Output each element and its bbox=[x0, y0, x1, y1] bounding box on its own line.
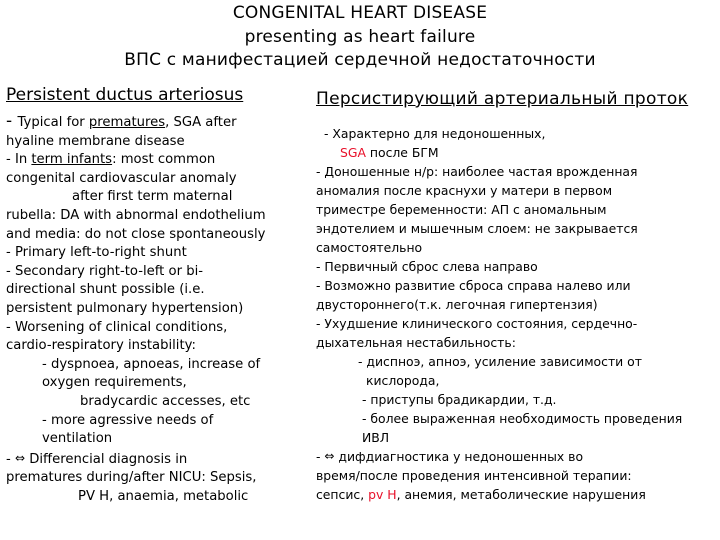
russian-line: - Первичный сброс слева направо bbox=[316, 259, 538, 274]
text-span: Typical for bbox=[17, 115, 89, 130]
prematures-term: prematures bbox=[88, 115, 166, 130]
russian-line: - Ухудшение клинического состояния, сердечно- bbox=[316, 316, 638, 331]
english-column bbox=[6, 84, 306, 506]
russian-line: самостоятельно bbox=[316, 240, 423, 255]
english-line: bradycardic accesses, etc bbox=[80, 393, 251, 409]
russian-line: время/после проведения интенсивной терапии: bbox=[316, 468, 632, 483]
english-line: and media: do not close spontaneously bbox=[6, 226, 266, 242]
text-span: , SGA after bbox=[165, 115, 237, 130]
title-line-1: CONGENITAL HEART DISEASE bbox=[232, 3, 488, 23]
text-span: Differencial diagnosis in bbox=[25, 451, 188, 467]
double-arrow-icon: ⇔ bbox=[14, 450, 26, 465]
title-line-3: ВПС с манифестацией сердечной недостаточности bbox=[124, 50, 596, 70]
text-span: после БГМ bbox=[365, 145, 439, 160]
english-line: cardio-respiratory instability: bbox=[6, 338, 196, 354]
english-line: PV H, anaemia, metabolic bbox=[78, 488, 249, 504]
russian-line: ИВЛ bbox=[362, 430, 390, 445]
russian-line: - более выраженная необходимость проведения bbox=[362, 411, 683, 426]
english-line: hyaline membrane disease bbox=[6, 133, 185, 149]
title-line-2: presenting as heart failure bbox=[244, 27, 476, 47]
english-body bbox=[6, 112, 306, 506]
russian-line: триместре беременности: АП с аномальным bbox=[316, 202, 607, 217]
english-line: - Worsening of clinical conditions, bbox=[6, 319, 228, 335]
russian-line bbox=[316, 485, 716, 504]
text-span: - bbox=[316, 449, 325, 464]
russian-line: - Характерно для недоношенных, bbox=[324, 126, 546, 141]
english-line: rubella: DA with abnormal endothelium bbox=[6, 207, 266, 223]
english-line: - dyspnoea, apnoeas, increase of bbox=[42, 356, 261, 372]
text-span: - In bbox=[6, 152, 32, 168]
russian-line: - приступы брадикардии, т.д. bbox=[362, 392, 557, 407]
text-span: сепсис, bbox=[316, 487, 369, 502]
sga-highlight: SGA bbox=[340, 145, 366, 160]
russian-column bbox=[316, 88, 716, 504]
english-line: - Primary left-to-right shunt bbox=[6, 245, 187, 261]
english-line: prematures during/after NICU: Sepsis, bbox=[6, 470, 257, 486]
russian-line bbox=[316, 143, 716, 162]
text-span: дифдиагностика у недоношенных во bbox=[334, 449, 584, 464]
text-span: : most common bbox=[112, 152, 216, 168]
english-line: after first term maternal bbox=[72, 189, 233, 205]
english-line: oxygen requirements, bbox=[42, 375, 187, 391]
english-line bbox=[6, 151, 306, 170]
text-span: , анемия, метаболические нарушения bbox=[396, 487, 646, 502]
double-arrow-icon: ⇔ bbox=[324, 449, 335, 463]
russian-line bbox=[316, 447, 716, 466]
english-line: - more agressive needs of bbox=[42, 412, 214, 428]
english-line: - Secondary right-to-left or bi- bbox=[6, 263, 203, 279]
english-line: directional shunt possible (i.e. bbox=[6, 282, 205, 298]
english-line: congenital cardiovascular anomaly bbox=[6, 170, 237, 186]
russian-line: - Возможно развитие сброса справа налево или bbox=[316, 278, 631, 293]
russian-body bbox=[316, 124, 716, 504]
russian-line: эндотелием и мышечным слоем: не закрывается bbox=[316, 221, 638, 236]
russian-heading: Персистирующий артериальный проток bbox=[316, 89, 689, 109]
english-line bbox=[6, 112, 306, 133]
russian-line: аномалия после краснухи у матери в первом bbox=[316, 183, 613, 198]
text-span: - bbox=[6, 451, 15, 467]
english-line: ventilation bbox=[42, 431, 113, 447]
english-heading: Persistent ductus arteriosus bbox=[6, 85, 244, 105]
russian-line: - Доношенные н/р: наиболее частая врожденная bbox=[316, 164, 638, 179]
russian-line: двустороннего(т.к. легочная гипертензия) bbox=[316, 297, 598, 312]
russian-line: дыхательная нестабильность: bbox=[316, 335, 516, 350]
russian-line: - диспноэ, апноэ, усиление зависимости от bbox=[358, 354, 642, 369]
english-line: persistent pulmonary hypertension) bbox=[6, 300, 244, 316]
pvh-highlight: pv H bbox=[368, 487, 397, 502]
russian-line: кислорода, bbox=[366, 373, 440, 388]
english-line bbox=[6, 449, 306, 470]
bullet-dash: - bbox=[6, 111, 18, 131]
term-infants-term: term infants bbox=[31, 152, 113, 168]
